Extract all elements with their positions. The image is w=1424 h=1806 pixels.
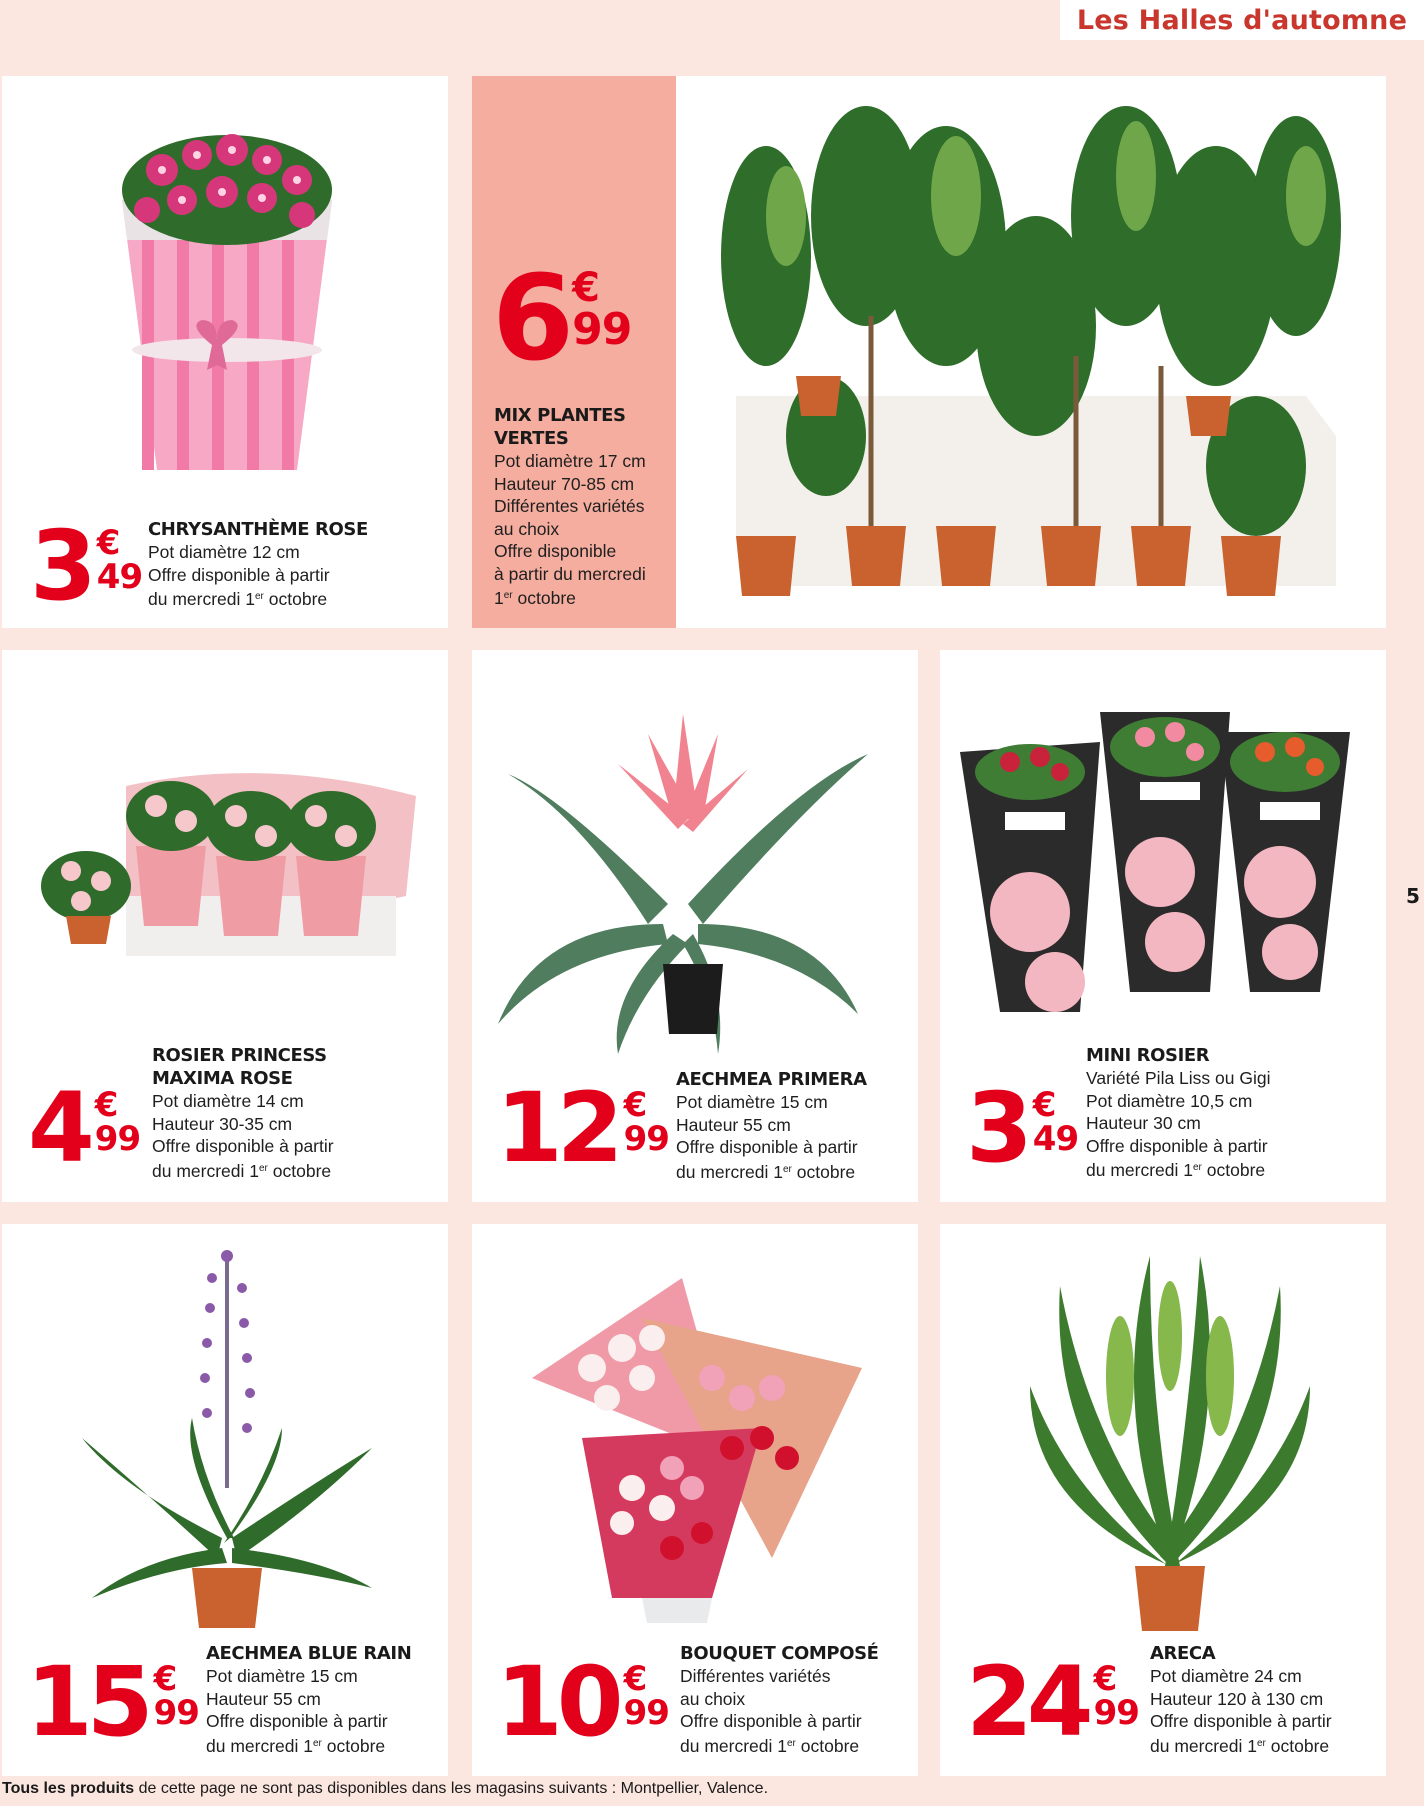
product-info-areca [1150, 1642, 1332, 1757]
price-cents: 99 [623, 1693, 669, 1733]
info-line-date: du mercredi 1er octobre [1086, 1160, 1266, 1180]
info-line: au choix [680, 1688, 746, 1709]
price-cents: 99 [153, 1693, 199, 1733]
price-cents: 49 [96, 557, 143, 597]
info-line-date: du mercredi 1er octobre [206, 1735, 386, 1756]
currency-symbol: € [572, 265, 600, 311]
info-line: Pot diamètre 10,5 cm [1086, 1090, 1253, 1111]
price-integer: 15 [26, 1646, 148, 1758]
info-line-date: du mercredi 1er octobre [680, 1735, 860, 1756]
info-line: Offre disponible à partir [1086, 1135, 1268, 1156]
info-line-date: du mercredi 1er octobre [1150, 1735, 1330, 1756]
info-line: Offre disponible à partir [680, 1711, 862, 1731]
price-integer: 10 [496, 1646, 618, 1758]
info-line: Hauteur 55 cm [676, 1114, 791, 1135]
product-info-chrysantheme [148, 518, 368, 611]
currency-symbol: € [623, 1085, 648, 1125]
info-line-date: du mercredi 1er octobre [148, 589, 328, 609]
price-rosier-princess [28, 1072, 141, 1184]
product-name: CHRYSANTHÈME ROSE [148, 519, 368, 540]
info-line-date: du mercredi 1er octobre [676, 1161, 856, 1182]
product-info-aechmea-primera [676, 1068, 867, 1183]
product-info-rosier-princess [152, 1044, 334, 1182]
info-line: Différentes variétés [680, 1666, 831, 1686]
info-line: Hauteur 30-35 cm [152, 1113, 293, 1134]
product-card-mix-plantes[interactable] [472, 76, 676, 628]
info-line: Offre disponible à partir [148, 564, 330, 585]
info-line: Offre disponible à partir [1150, 1711, 1332, 1731]
info-line: Offre disponible à partir [152, 1136, 334, 1156]
rosier-princess-image [26, 746, 426, 986]
product-name: AECHMEA PRIMERA [676, 1069, 867, 1090]
footer-bold: Tous les produits [2, 1780, 135, 1797]
info-line-date: 1er octobre [494, 588, 576, 608]
aechmea-blue-rain-image [82, 1238, 382, 1638]
currency-symbol: € [94, 1085, 119, 1125]
mini-rosier-image [960, 702, 1360, 1022]
footer-note [2, 1780, 768, 1798]
info-line: Hauteur 120 à 130 cm [1150, 1688, 1324, 1709]
currency-symbol: € [1093, 1659, 1118, 1699]
product-info-aechmea-blue-rain [206, 1642, 411, 1757]
info-line: Pot diamètre 15 cm [206, 1666, 358, 1686]
currency-symbol: € [153, 1659, 178, 1699]
page-title: Les Halles d'automne [1076, 4, 1408, 36]
product-card-rosier-princess[interactable] [2, 650, 448, 1202]
header-tab [1060, 0, 1424, 40]
product-name: ROSIER PRINCESS [152, 1045, 327, 1066]
areca-image [1030, 1246, 1310, 1636]
product-name: ARECA [1150, 1643, 1216, 1664]
price-cents: 99 [623, 1119, 669, 1159]
info-line: Variété Pila Liss ou Gigi [1086, 1068, 1271, 1088]
info-line: Offre disponible à partir [206, 1711, 388, 1731]
price-integer: 6 [492, 249, 567, 387]
green-plants-image [696, 96, 1366, 616]
mix-plantes-photo [676, 76, 1386, 628]
price-aechmea-primera [496, 1072, 669, 1184]
currency-symbol: € [96, 523, 121, 563]
price-cents: 99 [1093, 1693, 1139, 1733]
product-name-line2: MAXIMA ROSE [152, 1068, 293, 1089]
info-line: à partir du mercredi [494, 563, 646, 584]
price-mix-plantes [492, 249, 632, 387]
price-integer: 3 [966, 1072, 1027, 1184]
product-info-mini-rosier [1086, 1044, 1271, 1182]
info-line: Différentes variétés [494, 496, 645, 516]
product-card-bouquet-compose[interactable] [472, 1224, 918, 1776]
info-line: Offre disponible à partir [676, 1137, 858, 1157]
price-cents: 49 [1032, 1119, 1079, 1159]
info-line: Offre disponible [494, 541, 617, 561]
product-card-mini-rosier[interactable] [940, 650, 1386, 1202]
product-info-mix-plantes [494, 404, 646, 610]
footer-text: de cette page ne sont pas disponibles dans les magasins suivants : Montpellier, Valence. [134, 1780, 769, 1797]
product-name-line2: VERTES [494, 428, 569, 449]
info-line: Pot diamètre 15 cm [676, 1092, 828, 1112]
product-name: MINI ROSIER [1086, 1045, 1210, 1066]
price-integer: 24 [966, 1646, 1088, 1758]
product-card-aechmea-blue-rain[interactable] [2, 1224, 448, 1776]
price-integer: 12 [496, 1072, 618, 1184]
price-bouquet-compose [496, 1646, 669, 1758]
info-line: Pot diamètre 12 cm [148, 542, 300, 562]
info-line: Pot diamètre 17 cm [494, 451, 646, 471]
price-aechmea-blue-rain [26, 1646, 199, 1758]
price-mini-rosier [966, 1072, 1079, 1184]
product-name: MIX PLANTES [494, 405, 626, 426]
product-info-bouquet-compose [680, 1642, 879, 1757]
price-chrysantheme [30, 510, 143, 622]
product-card-aechmea-primera[interactable] [472, 650, 918, 1202]
info-line: Pot diamètre 14 cm [152, 1091, 304, 1111]
product-card-areca[interactable] [940, 1224, 1386, 1776]
page-number: 5 [1406, 884, 1420, 908]
price-cents: 99 [94, 1119, 141, 1159]
aechmea-primera-image [498, 694, 878, 1054]
product-card-chrysantheme[interactable] [2, 76, 448, 628]
info-line-date: du mercredi 1er octobre [152, 1160, 332, 1181]
info-line: au choix [494, 518, 560, 539]
price-integer: 4 [28, 1072, 89, 1184]
info-line: Pot diamètre 24 cm [1150, 1666, 1302, 1686]
chrysantheme-image [102, 120, 352, 480]
bouquet-image [512, 1258, 882, 1628]
price-areca [966, 1646, 1139, 1758]
price-cents: 99 [572, 304, 632, 355]
product-name: AECHMEA BLUE RAIN [206, 1643, 412, 1664]
currency-symbol: € [623, 1659, 648, 1699]
info-line: Hauteur 30 cm [1086, 1113, 1201, 1133]
currency-symbol: € [1032, 1085, 1057, 1125]
product-name: BOUQUET COMPOSÉ [680, 1643, 879, 1664]
price-integer: 3 [30, 510, 91, 622]
info-line: Hauteur 55 cm [206, 1688, 321, 1709]
info-line: Hauteur 70-85 cm [494, 473, 635, 494]
